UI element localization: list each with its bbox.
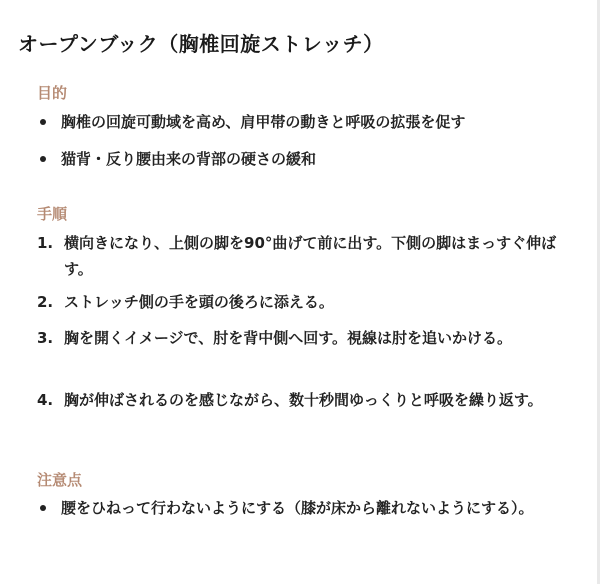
step-text: ストレッチ側の手を頭の後ろに添える。 [64,293,334,311]
step-list-item [37,230,557,282]
notes-list-item [37,495,557,521]
step-list-item [37,289,557,315]
step-text: 横向きになり、上側の脚を90°曲げて前に出す。下側の脚はまっすぐ伸ばす。 [64,234,557,278]
bullet-icon [40,505,46,511]
section-heading-purpose: 目的 [37,84,68,102]
step-text: 胸を開くイメージで、肘を背中側へ回す。視線は肘を追いかける。 [64,329,513,347]
purpose-list-item [37,146,557,172]
purpose-list-item [37,109,557,135]
step-number: 4. [37,391,54,409]
purpose-item-text: 胸椎の回旋可動域を高め、肩甲帯の動きと呼吸の拡張を促す [61,113,466,131]
step-text: 胸が伸ばされるのを感じながら、数十秒間ゆっくりと呼吸を繰り返す。 [64,391,543,409]
bullet-icon [40,119,46,125]
section-heading-notes: 注意点 [37,471,83,489]
step-list-item [37,325,557,351]
step-number: 2. [37,293,54,311]
step-number: 3. [37,329,54,347]
step-number: 1. [37,234,54,252]
notes-item-text: 腰をひねって行わないようにする（膝が床から離れないようにする）。 [61,499,534,517]
step-list-item [37,387,557,413]
bullet-icon [40,156,46,162]
section-heading-steps: 手順 [37,205,68,223]
purpose-item-text: 猫背・反り腰由来の背部の硬さの緩和 [61,150,317,168]
page-title: オープンブック（胸椎回旋ストレッチ） [18,32,384,56]
